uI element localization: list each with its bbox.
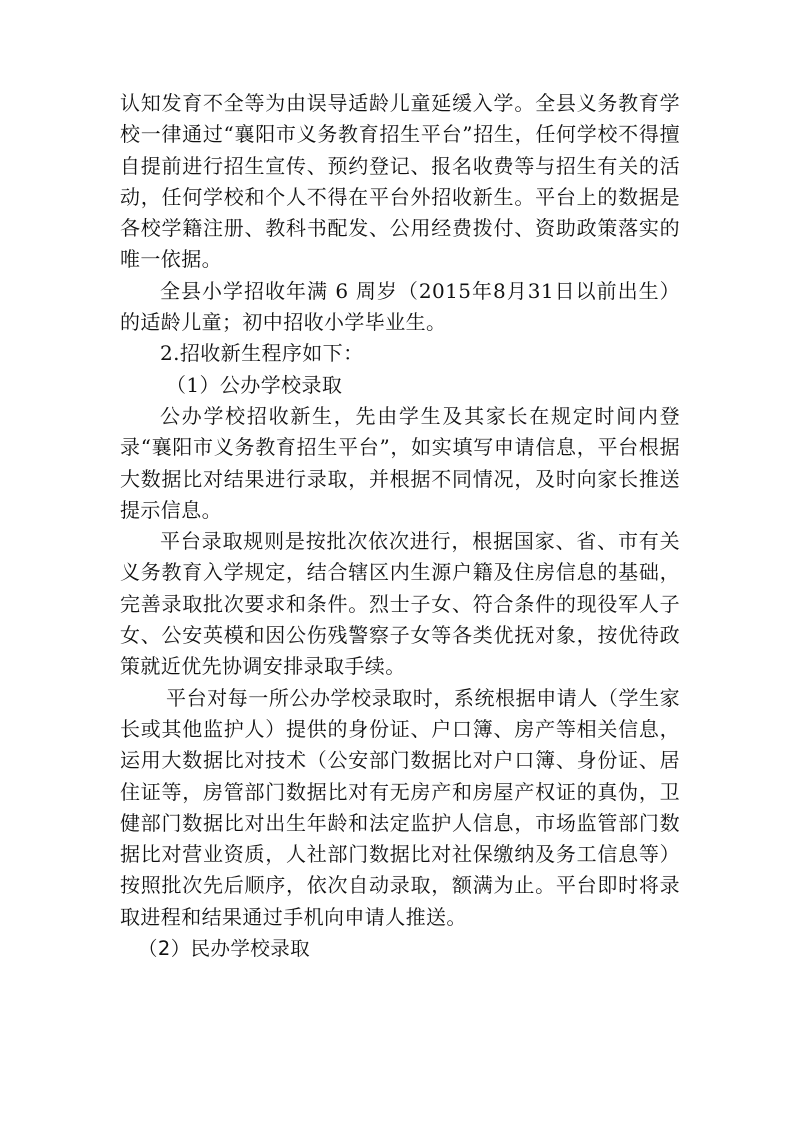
subsection-heading-public-schools: （1）公办学校录取 [166,372,343,397]
paragraph-age-requirement: 全县小学招收年满 6 周岁（2015年8月31日以前出生）的适龄儿童；初中招收小学毕业生。 [120,278,680,335]
paragraph-admission-rules: 平台录取规则是按批次依次进行，根据国家、省、市有关义务教育入学规定，结合辖区内生源户籍及住房信息的基础，完善录取批次要求和条件。烈士子女、符合条件的现役军人子女、公安英模和因公伤残警察子女等各类优抚对象，按优待政策就近优先协调安排录取手续。 [120,529,680,679]
paragraph-public-registration: 公办学校招收新生，先由学生及其家长在规定时间内登录“襄阳市义务教育招生平台”，如实填写申请信息，平台根据大数据比对结果进行录取，并根据不同情况，及时向家长推送提示信息。 [120,403,680,522]
paragraph-data-verification: 平台对每一所公办学校录取时，系统根据申请人（学生家长或其他监护人）提供的身份证、户口簿、房产等相关信息，运用大数据比对技术（公安部门数据比对户口簿、身份证、居住证等，房管部门数据比对有无房产和房屋产权证的真伪，卫健部门数据比对出生年龄和法定监护人信息，市场监管部门数据比对营业资质，人社部门数据比对社保缴纳及务工信息等）按照批次先后顺序，依次自动录取，额满为止。平台即时将录取进程和结果通过手机向申请人推送。 [120,685,680,929]
paragraph-enrollment-policy: 认知发育不全等为由误导适龄儿童延缓入学。全县义务教育学校一律通过“襄阳市义务教育招生平台”招生，任何学校不得擅自提前进行招生宣传、预约登记、报名收费等与招生有关的活动，任何学校和个人不得在平台外招收新生。平台上的数据是各校学籍注册、教科书配发、公用经费拨付、资助政策落实的唯一依据。 [120,91,680,272]
section-heading-procedure: 2.招收新生程序如下： [160,341,364,366]
document-body [120,88,680,964]
subsection-heading-private-schools: （2）民办学校录取 [138,937,311,961]
